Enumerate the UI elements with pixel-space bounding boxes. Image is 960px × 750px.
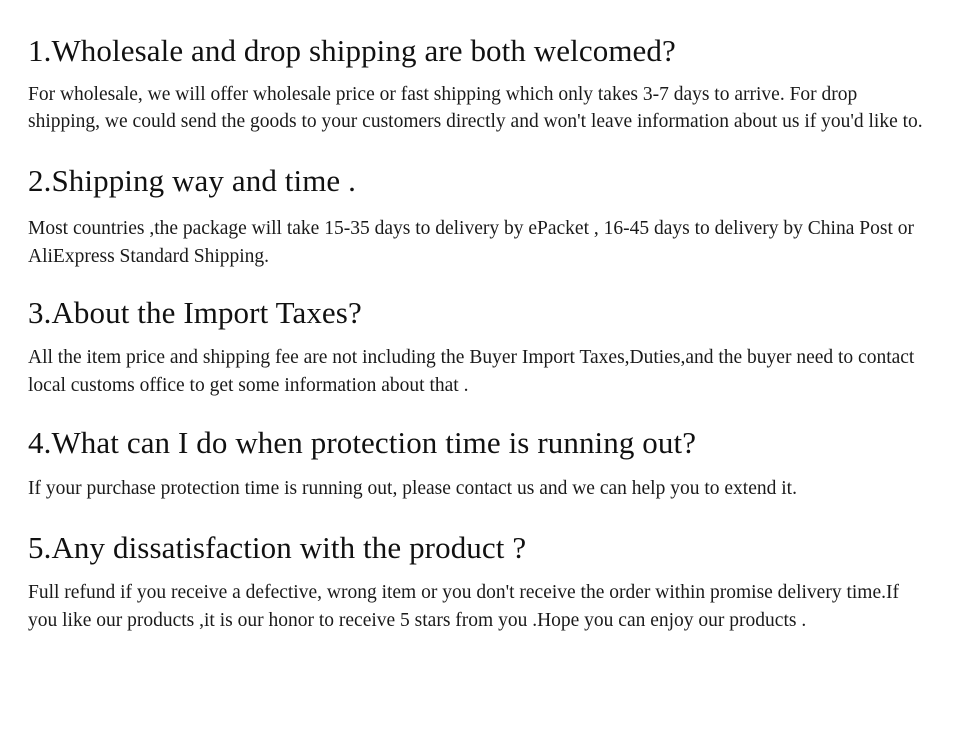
faq-question-2: 2.Shipping way and time . — [28, 163, 356, 199]
faq-question-4: 4.What can I do when protection time is running out? — [28, 425, 697, 461]
faq-answer-2: Most countries ,the package will take 15-35 days to delivery by ePacket , 16-45 days to delivery by China Post or AliExpress Standard Shipping. — [28, 217, 914, 267]
faq-item-2 — [28, 164, 932, 270]
faq-item-1 — [28, 34, 932, 136]
faq-item-3 — [28, 296, 932, 399]
faq-item-4 — [28, 426, 932, 502]
faq-answer-5: Full refund if you receive a defective, wrong item or you don't receive the order within promise delivery time.If you like our products ,it is our honor to receive 5 stars from you .Hope you can enjoy our products . — [28, 582, 899, 632]
faq-answer-4: If your purchase protection time is running out, please contact us and we can help you to extend it. — [28, 478, 797, 499]
faq-question-3: 3.About the Import Taxes? — [28, 295, 362, 331]
faq-question-5: 5.Any dissatisfaction with the product ? — [28, 529, 527, 565]
faq-answer-1: For wholesale, we will offer wholesale price or fast shipping which only takes 3-7 days to arrive. For drop shipping, we could send the goods to your customers directly and won't leave information about us if you'd like to. — [28, 83, 923, 133]
faq-item-5 — [28, 531, 932, 635]
faq-question-1: 1.Wholesale and drop shipping are both welcomed? — [28, 33, 676, 68]
faq-answer-3: All the item price and shipping fee are not including the Buyer Import Taxes,Duties,and the buyer need to contact local customs office to get some information about that . — [28, 346, 915, 396]
